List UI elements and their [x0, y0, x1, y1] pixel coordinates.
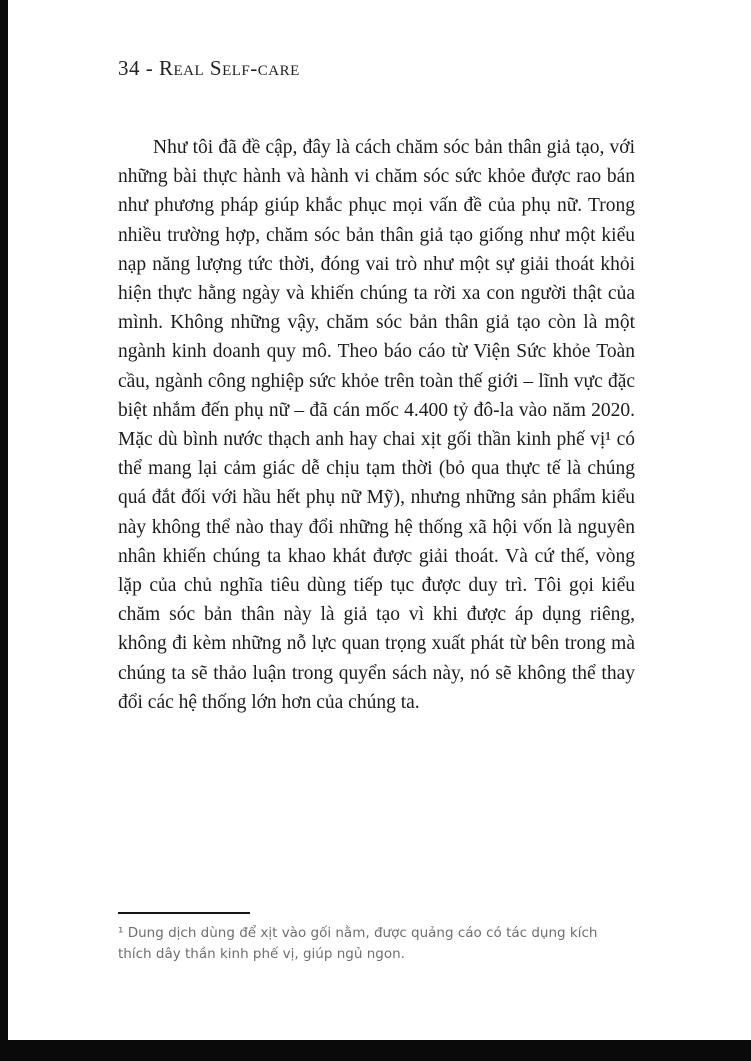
- page-content: [118, 56, 635, 717]
- footnote-text: ¹ Dung dịch dùng để xịt vào gối nằm, được quảng cáo có tác dụng kích thích dây thần kinh phế vị, giúp ngủ ngon.: [118, 925, 598, 962]
- footnote-section: [118, 912, 635, 965]
- body-paragraph: Như tôi đã đề cập, đây là cách chăm sóc bản thân giả tạo, với những bài thực hành và hành vi chăm sóc sức khỏe được rao bán như phương pháp giúp khắc phục mọi vấn đề của phụ nữ. Trong nhiều trường hợp, chăm sóc bản thân giả tạo giống như một kiểu nạp năng lượng tức thời, đóng vai trò như một sự giải thoát khỏi hiện thực hằng ngày và khiến chúng ta rời xa con người thật của mình. Không những vậy, chăm sóc bản thân giả tạo còn là một ngành kinh doanh quy mô. Theo báo cáo từ Viện Sức khỏe Toàn cầu, ngành công nghiệp sức khỏe trên toàn thế giới – lĩnh vực đặc biệt nhắm đến phụ nữ – đã cán mốc 4.400 tỷ đô-la vào năm 2020. Mặc dù bình nước thạch anh hay chai xịt gối thần kinh phế vị¹ có thể mang lại cảm giác dễ chịu tạm thời (bỏ qua thực tế là chúng quá đắt đối với hầu hết phụ nữ Mỹ), nhưng những sản phẩm kiểu này không thể nào thay đổi những hệ thống xã hội vốn là nguyên nhân khiến chúng ta khao khát được giải thoát. Và cứ thế, vòng lặp của chủ nghĩa tiêu dùng tiếp tục được duy trì. Tôi gọi kiểu chăm sóc bản thân này là giả tạo vì khi được áp dụng riêng, không đi kèm những nỗ lực quan trọng xuất phát từ bên trong mà chúng ta sẽ thảo luận trong quyển sách này, nó sẽ không thể thay đổi các hệ thống lớn hơn của chúng ta.: [118, 137, 635, 713]
- page-left-edge-bar: [0, 0, 8, 1061]
- footnote-separator: [118, 912, 250, 914]
- running-header: 34 - Real Self-care: [118, 56, 300, 80]
- page-bottom-edge-bar: [0, 1040, 751, 1061]
